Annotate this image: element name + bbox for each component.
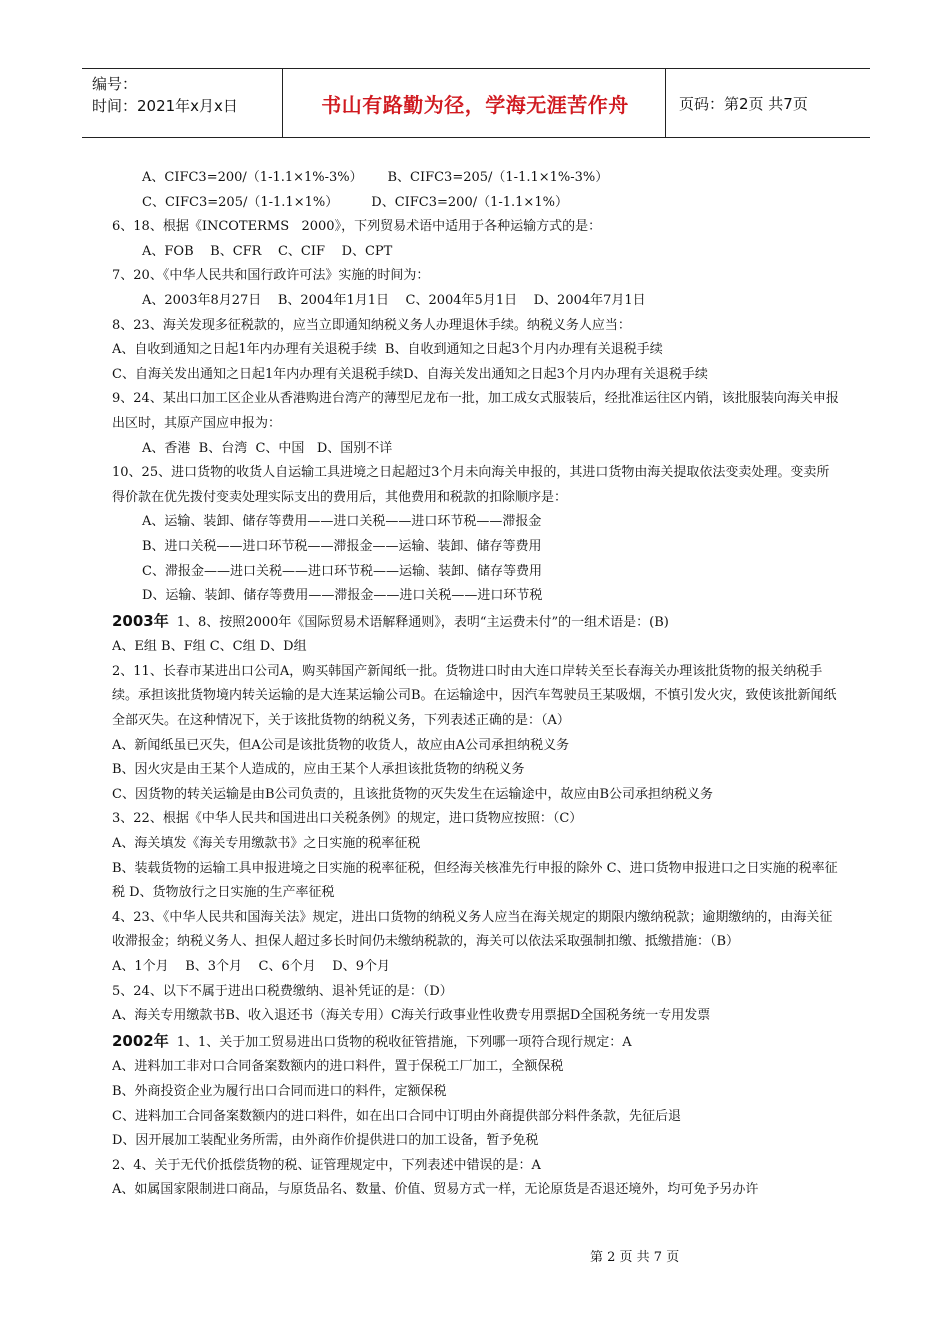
question-option: A、新闻纸虽已灭失，但A公司是该批货物的收货人，故应由A公司承担纳税义务 (112, 737, 570, 753)
question-text: 3、22、根据《中华人民共和国进出口关税条例》的规定，进口货物应按照：（C） (112, 811, 583, 827)
header-number: 编号： (92, 75, 138, 93)
question-option: C、因货物的转关运输是由B公司负责的，且该批货物的灭失发生在运输途中，故应由B公司承担纳税义务 (112, 786, 714, 802)
question-option: A、CIFC3=200/（1-1.1×1%-3%） B、CIFC3=205/（1-1.1×1%-3%） (142, 170, 609, 185)
question-option: A、进料加工非对口合同备案数额内的进口料件，置于保税工厂加工，全额保税 (112, 1059, 564, 1075)
question-text (112, 609, 842, 636)
question-option: A、如属国家限制进口商品，与原货品名、数量、价值、贸易方式一样，无论原货是否退还境外，均可免予另办许 (112, 1182, 759, 1198)
header-divider (282, 69, 283, 137)
question-text: 1、1、关于加工贸易进出口货物的税收征管措施，下列哪一项符合现行规定：A (176, 1034, 632, 1050)
question-option: C、CIFC3=205/（1-1.1×1%） D、CIFC3=200/（1-1.1×1%） (142, 194, 568, 210)
question-text: 8、23、海关发现多征税款的，应当立即通知纳税义务人办理退休手续。纳税义务人应当： (112, 317, 631, 333)
question-option: D、运输、装卸、储存等费用——滞报金——进口关税——进口环节税 (142, 588, 543, 604)
question-text: 6、18、根据《INCOTERMS 2000》，下列贸易术语中适用于各种运输方式的是： (112, 219, 602, 235)
question-text: 10、25、进口货物的收货人自运输工具进境之日起超过3个月未向海关申报的，其进口货物由海关提取依法变卖处理。变卖所得价款在优先拨付变卖处理实际支出的费用后，其他费用和税款的扣除顺序是： (112, 465, 830, 505)
question-option: A、香港 B、台湾 C、中国 D、国别不详 (142, 440, 393, 456)
document-body (112, 166, 842, 1203)
question-option: A、自收到通知之日起1年内办理有关退税手续 B、自收到通知之日起3个月内办理有关退税手续 (112, 342, 663, 358)
question-option: A、1个月 B、3个月 C、6个月 D、9个月 (112, 959, 390, 974)
question-text: 2、4、关于无代价抵偿货物的税、证管理规定中，下列表述中错误的是：A (112, 1157, 541, 1173)
question-text: 2、11、长春市某进出口公司A，购买韩国产新闻纸一批。货物进口时由大连口岸转关至长春海关办理该批货物的报关纳税手续。承担该批货物境内转关运输的是大连某运输公司B。在运输途中，因汽车驾驶员王某吸烟，不慎引发火灾，致使该批新闻纸全部灭失。在这种情况下，关于该批货物的纳税义务，下列表述正确的是：（A） (112, 663, 837, 729)
question-option: D、因开展加工装配业务所需，由外商作价提供进口的加工设备，暂予免税 (112, 1133, 539, 1149)
question-text: 7、20、《中华人民共和国行政许可法》实施的时间为： (112, 268, 430, 284)
question-option: B、因火灾是由王某个人造成的，应由王某个人承担该批货物的纳税义务 (112, 762, 525, 778)
question-text (112, 1029, 842, 1056)
question-text: 4、23、《中华人民共和国海关法》规定，进出口货物的纳税义务人应当在海关规定的期限内缴纳税款；逾期缴纳的，由海关征收滞报金；纳税义务人、担保人超过多长时间仍未缴纳税款的，海关可以依法采取强制扣缴、抵缴措施：（B） (112, 909, 833, 950)
year-heading: 2003年 (112, 611, 169, 630)
question-option: A、2003年8月27日 B、2004年1月1日 C、2004年5月1日 D、2004年7月1日 (142, 292, 646, 308)
page-header (82, 68, 870, 138)
question-text: 9、24、某出口加工区企业从香港购进台湾产的薄型尼龙布一批，加工成女式服装后，经批准运往区内销，该批服装向海关申报出区时，其原产国应申报为： (112, 391, 839, 431)
question-option: C、滞报金——进口关税——进口环节税——运输、装卸、储存等费用 (142, 563, 542, 579)
question-text: 1、8、按照2000年《国际贸易术语解释通则》，表明“主运费未付”的一组术语是：(B) (176, 614, 669, 630)
question-option: C、自海关发出通知之日起1年内办理有关退税手续D、自海关发出通知之日起3个月内办理有关退税手续 (112, 366, 708, 382)
header-meta (82, 69, 282, 137)
question-option: A、E组 B、F组 C、C组 D、D组 (112, 639, 307, 655)
question-option: A、运输、装卸、储存等费用——进口关税——进口环节税——滞报金 (142, 514, 542, 530)
question-option: A、海关专用缴款书B、收入退还书（海关专用）C海关行政事业性收费专用票据D全国税务统一专用发票 (112, 1008, 711, 1024)
header-page-number: 页码：第2页 共7页 (679, 94, 808, 113)
year-heading: 2002年 (112, 1031, 169, 1050)
header-motto: 书山有路勤为径，学海无涯苦作舟 (321, 92, 629, 117)
question-text: 5、24、以下不属于进出口税费缴纳、退补凭证的是：（D） (112, 983, 453, 999)
header-time: 时间：2021年x月x日 (92, 97, 238, 115)
page-footer: 第 2 页 共 7 页 (590, 1250, 680, 1265)
question-option: B、装载货物的运输工具申报进境之日实施的税率征税，但经海关核准先行申报的除外 C、进口货物申报进口之日实施的税率征税 D、货物放行之日实施的生产率征税 (112, 860, 838, 901)
question-option: B、进口关税——进口环节税——滞报金——运输、装卸、储存等费用 (142, 538, 542, 554)
question-option: C、进料加工合同备案数额内的进口料件，如在出口合同中订明由外商提供部分料件条款，先征后退 (112, 1108, 681, 1124)
question-option: A、FOB B、CFR C、CIF D、CPT (142, 243, 393, 259)
question-option: A、海关填发《海关专用缴款书》之日实施的税率征税 (112, 836, 421, 852)
header-divider (665, 69, 666, 137)
question-option: B、外商投资企业为履行出口合同而进口的料件，定额保税 (112, 1083, 447, 1099)
